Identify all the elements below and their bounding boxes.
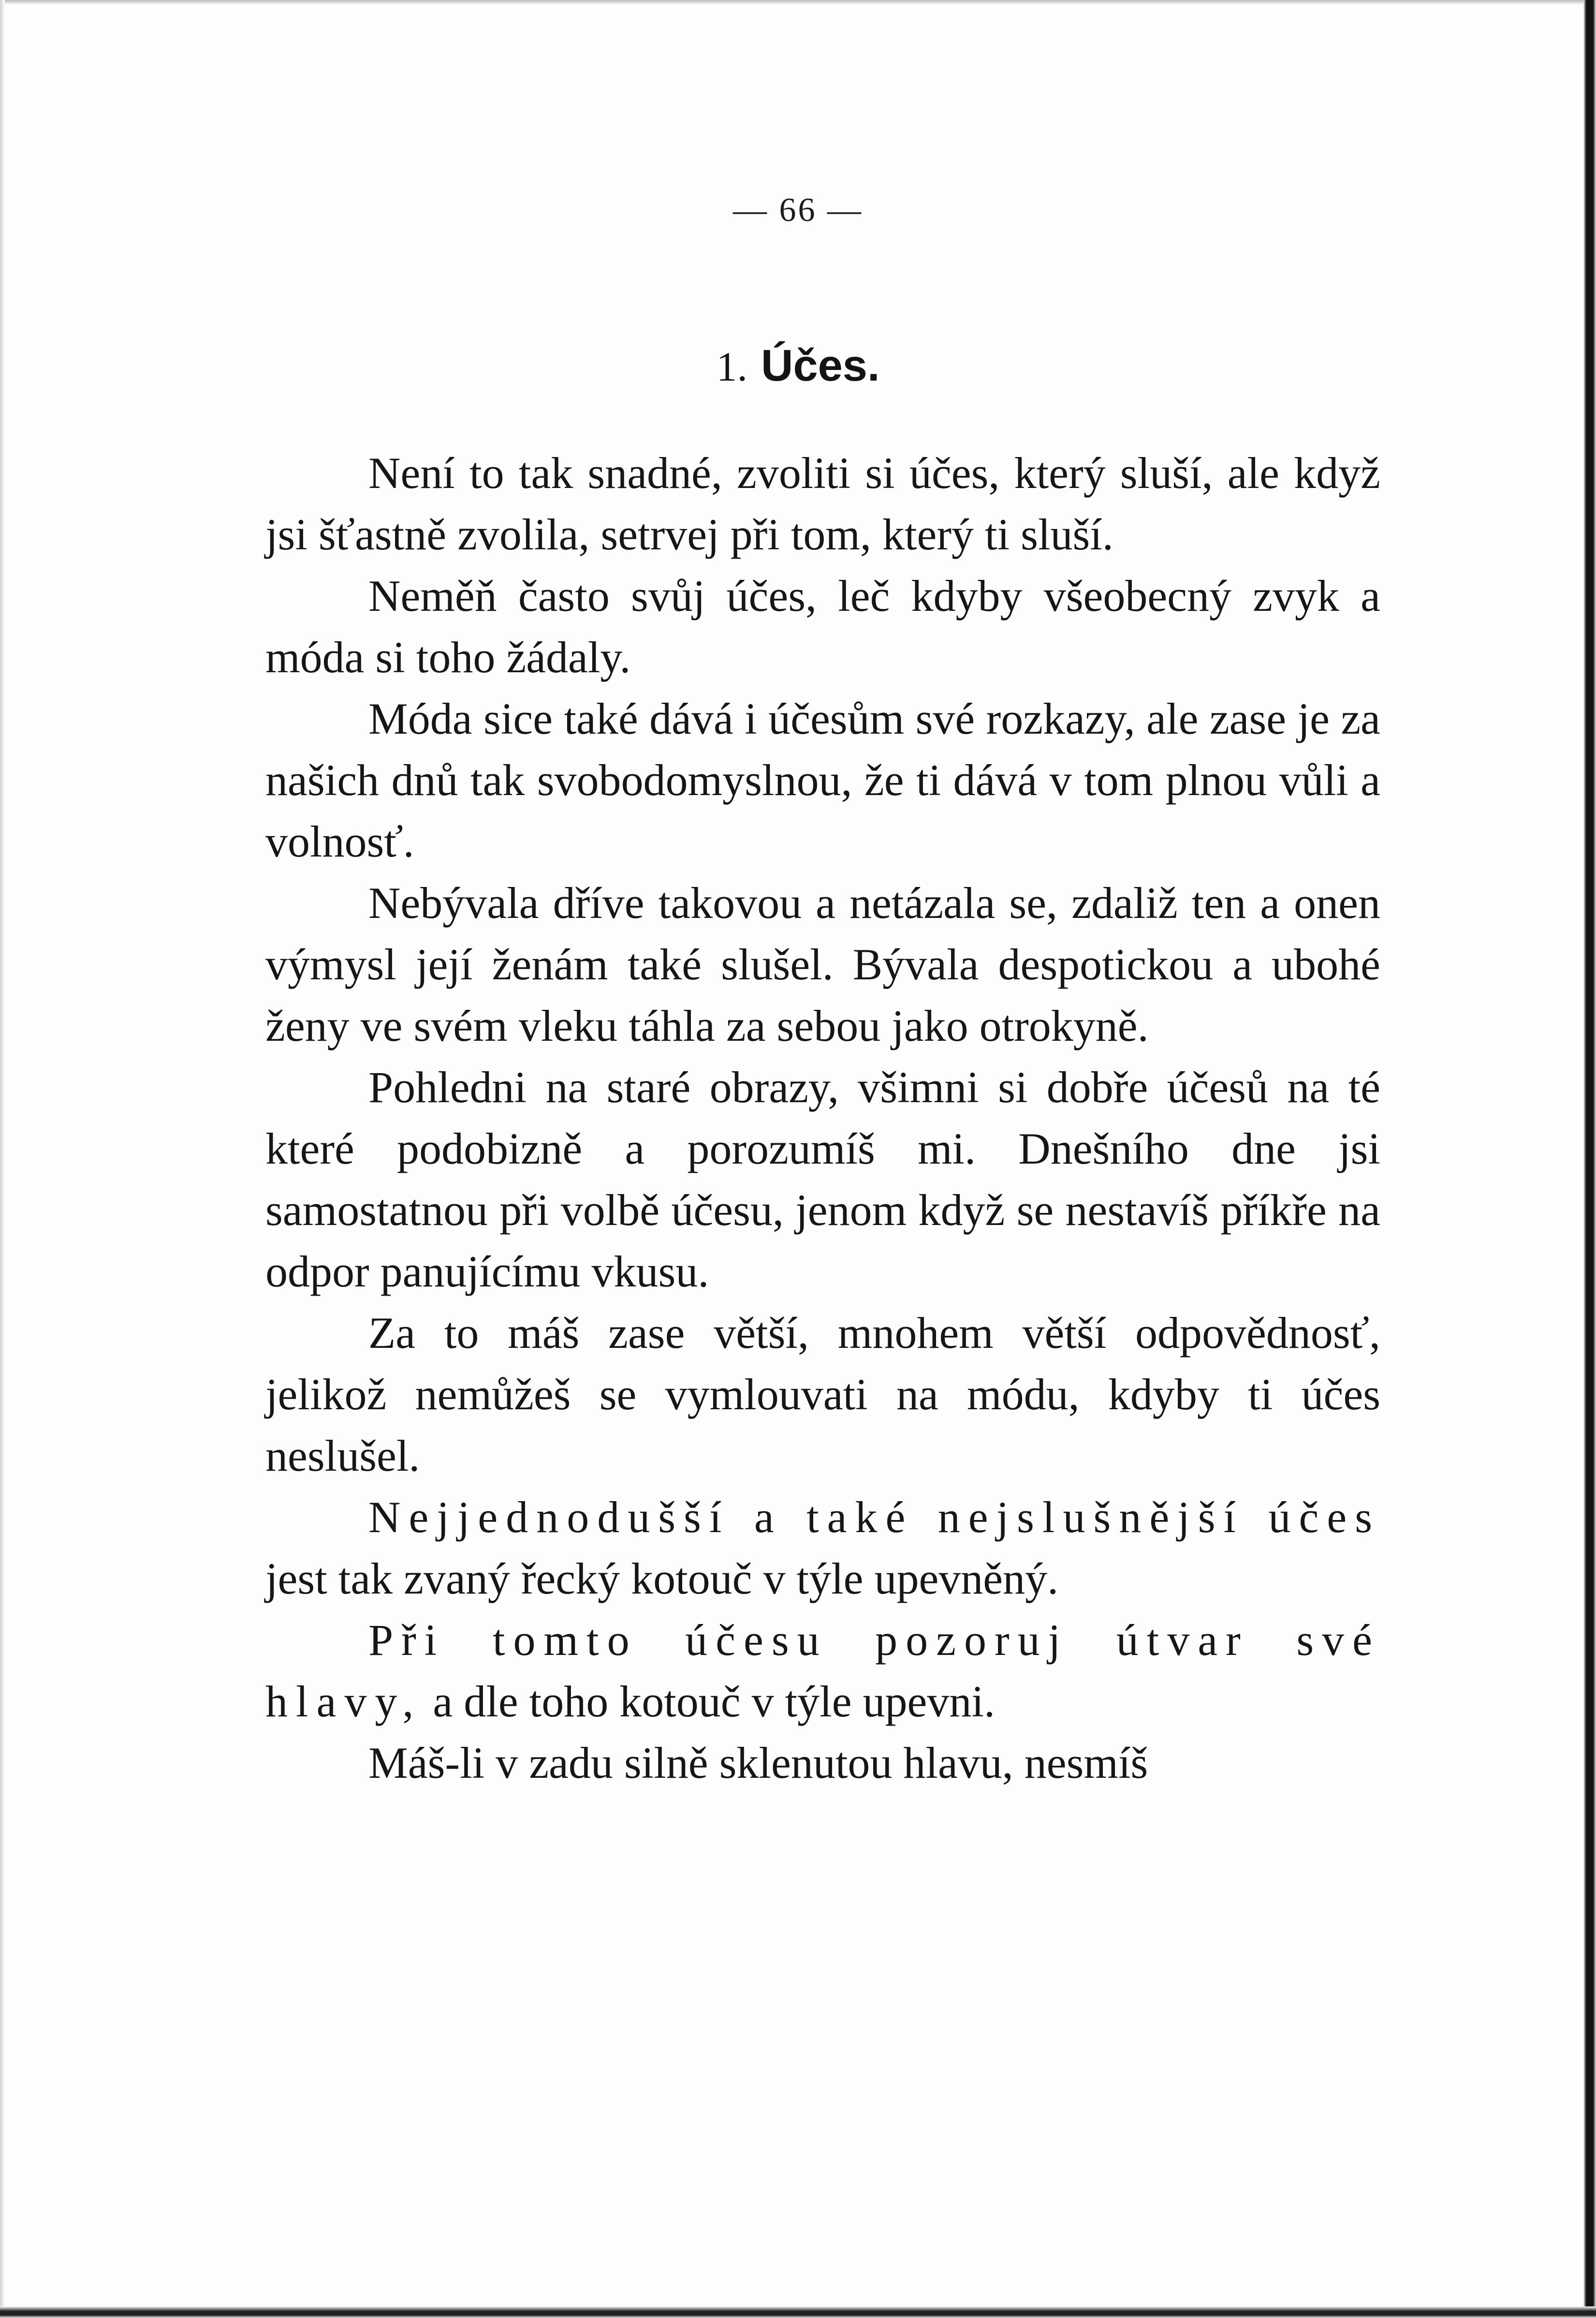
paragraph: Móda sice také dává i účesům své rozkazy, ale zase je za našich dnů tak svobodomyslnou, že ti dává v tom plnou vůli a volnosť. — [265, 694, 1380, 866]
spaced-emphasis: Při tomto účesu pozoruj útvar své hlavy, — [265, 1615, 1380, 1726]
page-number: — 66 — — [733, 192, 863, 229]
paragraph-rest: jest tak zvaný řecký kotouč v týle upevněný. — [265, 1554, 1059, 1603]
body-text — [265, 443, 1380, 1794]
section-number: 1. — [716, 343, 747, 390]
paragraph — [265, 1487, 1380, 1609]
section-title: Účes. — [761, 341, 880, 390]
scan-edge-bottom — [0, 2306, 1596, 2318]
paragraph-rest: a dle toho kotouč v týle upevni. — [422, 1677, 995, 1726]
paragraph: Pohledni na staré obrazy, všimni si dobře účesů na té které podobizně a porozumíš mi. Dnešního dne jsi samostatnou při volbě účesu, jenom když se nestavíš příkře na odpor panujícímu vkusu. — [265, 1063, 1380, 1296]
paragraph: Neměň často svůj účes, leč kdyby všeobecný zvyk a móda si toho žádaly. — [265, 571, 1380, 682]
paragraph: Máš-li v zadu silně sklenutou hlavu, nesmíš — [368, 1738, 1148, 1787]
section-heading — [0, 343, 1596, 388]
scan-edge-top — [0, 0, 1596, 5]
paragraph: Není to tak snadné, zvoliti si účes, který sluší, ale když jsi šťastně zvolila, setrvej při tom, který ti sluší. — [265, 448, 1380, 559]
spaced-emphasis: Nejjednodušší a také nejslušnější účes — [368, 1492, 1380, 1542]
paragraph: Za to máš zase větší, mnohem větší odpovědnosť, jelikož nemůžeš se vymlouvati na módu, kdyby ti účes neslušel. — [265, 1308, 1380, 1480]
paragraph — [265, 1609, 1380, 1732]
paragraph: Nebývala dříve takovou a netázala se, zdaliž ten a onen výmysl její ženám také slušel. Bývala despotickou a ubohé ženy ve svém vleku táhla za sebou jako otrokyně. — [265, 878, 1380, 1050]
